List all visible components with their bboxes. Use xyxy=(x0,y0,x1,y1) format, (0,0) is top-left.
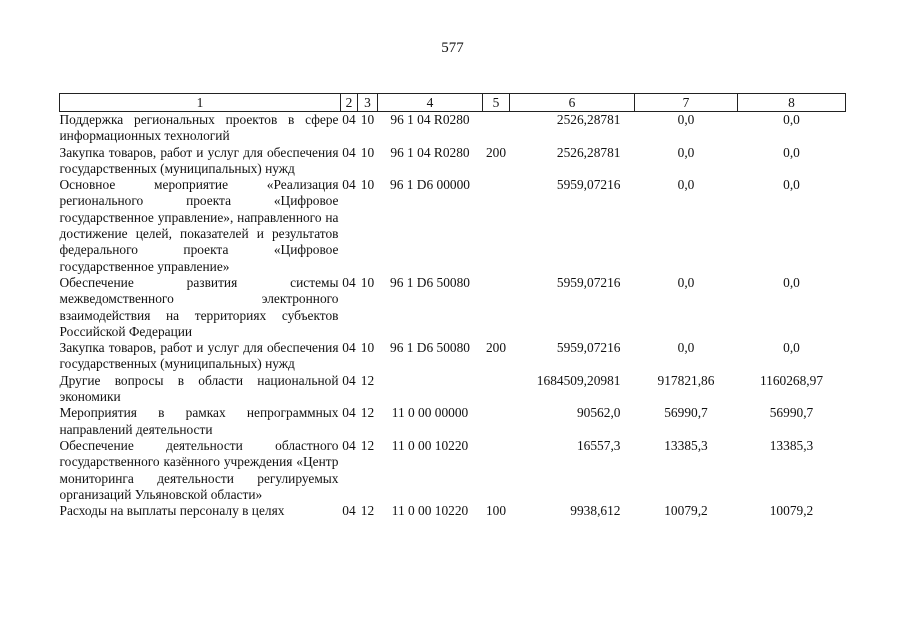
row-value-6: 5959,07216 xyxy=(556,340,621,356)
row-value-7: 13385,3 xyxy=(664,437,708,453)
row-name: Расходы на выплаты персоналу в целях xyxy=(59,503,285,519)
row-target-article: 11 0 00 10220 xyxy=(391,437,469,453)
row-target-article: 96 1 D6 50080 xyxy=(390,340,470,356)
row-section: 04 xyxy=(342,503,356,519)
row-section: 04 xyxy=(342,274,356,290)
row-expense-type: 200 xyxy=(485,340,507,356)
row-expense-type xyxy=(483,438,510,503)
table-row xyxy=(60,340,846,373)
row-subsection: 12 xyxy=(360,437,375,453)
table-row xyxy=(60,177,846,275)
row-value-8: 0,0 xyxy=(783,177,800,193)
row-value-8: 0,0 xyxy=(783,144,800,160)
row-name: Поддержка региональных проектов в сфере информационных технологий xyxy=(59,112,339,144)
table-row xyxy=(60,112,846,145)
row-value-6: 1684509,20981 xyxy=(536,372,621,388)
row-section: 04 xyxy=(342,144,356,160)
row-value-8: 0,0 xyxy=(783,112,800,127)
header-col-2: 2 xyxy=(341,94,358,112)
row-name: Закупка товаров, работ и услуг для обеспечения государственных (муниципальных) нужд xyxy=(59,144,339,176)
row-section: 04 xyxy=(342,177,356,193)
table-body xyxy=(60,112,846,520)
row-expense-type xyxy=(483,112,510,145)
row-subsection: 12 xyxy=(360,405,375,421)
header-col-4: 4 xyxy=(378,94,483,112)
header-col-8: 8 xyxy=(738,94,846,112)
row-section: 04 xyxy=(342,340,356,356)
table-header xyxy=(60,94,846,112)
row-value-8: 56990,7 xyxy=(769,405,814,421)
header-col-1: 1 xyxy=(60,94,341,112)
row-expense-type xyxy=(483,405,510,438)
row-value-7: 917821,86 xyxy=(657,372,715,388)
table-row xyxy=(60,373,846,406)
header-col-5: 5 xyxy=(483,94,510,112)
row-subsection: 10 xyxy=(360,274,375,290)
table-row xyxy=(60,503,846,519)
row-section: 04 xyxy=(342,405,356,421)
row-name: Обеспечение развития системы межведомственного электронного взаимодействия на территориях субъектов Российской Федерации xyxy=(59,274,339,339)
row-target-article: 96 1 04 R0280 xyxy=(390,144,470,160)
row-subsection: 12 xyxy=(360,503,375,519)
table-row xyxy=(60,275,846,340)
table-row xyxy=(60,438,846,503)
row-value-8: 10079,2 xyxy=(769,503,814,519)
row-value-8: 1160268,97 xyxy=(759,372,824,388)
table-row xyxy=(60,405,846,438)
row-target-article: 96 1 04 R0280 xyxy=(390,112,470,127)
row-value-7: 0,0 xyxy=(677,340,695,356)
row-value-8: 0,0 xyxy=(783,274,800,290)
header-col-7: 7 xyxy=(635,94,738,112)
row-expense-type xyxy=(483,177,510,275)
row-section: 04 xyxy=(342,112,356,127)
row-value-6: 2526,28781 xyxy=(556,112,621,127)
row-target-article: 96 1 D6 50080 xyxy=(390,274,470,290)
row-target-article: 11 0 00 10220 xyxy=(391,503,469,519)
header-col-6: 6 xyxy=(510,94,635,112)
row-value-8: 0,0 xyxy=(783,340,800,356)
row-value-6: 5959,07216 xyxy=(556,274,621,290)
row-name: Обеспечение деятельности областного государственного казённого учреждения «Центр мониторинга деятельности регулируемых организаций Ульяновской области» xyxy=(59,437,339,502)
row-name: Закупка товаров, работ и услуг для обеспечения государственных (муниципальных) нужд xyxy=(59,340,339,372)
row-subsection: 10 xyxy=(360,340,375,356)
header-col-3: 3 xyxy=(358,94,378,112)
budget-table xyxy=(59,93,846,519)
row-subsection: 12 xyxy=(360,372,375,388)
table-row xyxy=(60,145,846,178)
row-subsection: 10 xyxy=(360,144,375,160)
row-value-7: 10079,2 xyxy=(664,503,708,519)
page-number: 577 xyxy=(441,40,464,56)
row-expense-type xyxy=(483,275,510,340)
row-name: Мероприятия в рамках непрограммных направлений деятельности xyxy=(59,405,339,437)
row-section: 04 xyxy=(342,372,356,388)
row-section: 04 xyxy=(342,437,356,453)
row-target-article: 11 0 00 00000 xyxy=(391,405,469,421)
row-value-7: 0,0 xyxy=(677,112,695,127)
row-subsection: 10 xyxy=(360,177,375,193)
header-row xyxy=(60,94,846,112)
row-value-6: 16557,3 xyxy=(576,437,621,453)
row-value-7: 0,0 xyxy=(677,274,695,290)
row-expense-type: 200 xyxy=(485,144,507,160)
row-value-6: 90562,0 xyxy=(576,405,621,421)
row-subsection: 10 xyxy=(360,112,375,127)
row-name: Другие вопросы в области национальной экономики xyxy=(59,372,339,405)
row-value-6: 9938,612 xyxy=(570,503,621,519)
row-value-7: 56990,7 xyxy=(664,405,708,421)
row-name: Основное мероприятие «Реализация регионального проекта «Цифровое государственное управление», направленного на достижение целей, показателей и результатов федерального проекта «Цифровое государственное управление» xyxy=(59,177,339,274)
row-value-6: 2526,28781 xyxy=(556,144,621,160)
row-value-7: 0,0 xyxy=(677,144,695,160)
row-expense-type: 100 xyxy=(485,503,507,519)
row-expense-type xyxy=(483,373,510,406)
row-value-8: 13385,3 xyxy=(769,437,814,453)
row-value-7: 0,0 xyxy=(677,177,695,193)
row-value-6: 5959,07216 xyxy=(556,177,621,193)
row-target-article: 96 1 D6 00000 xyxy=(390,177,470,193)
row-target-article xyxy=(378,373,483,406)
